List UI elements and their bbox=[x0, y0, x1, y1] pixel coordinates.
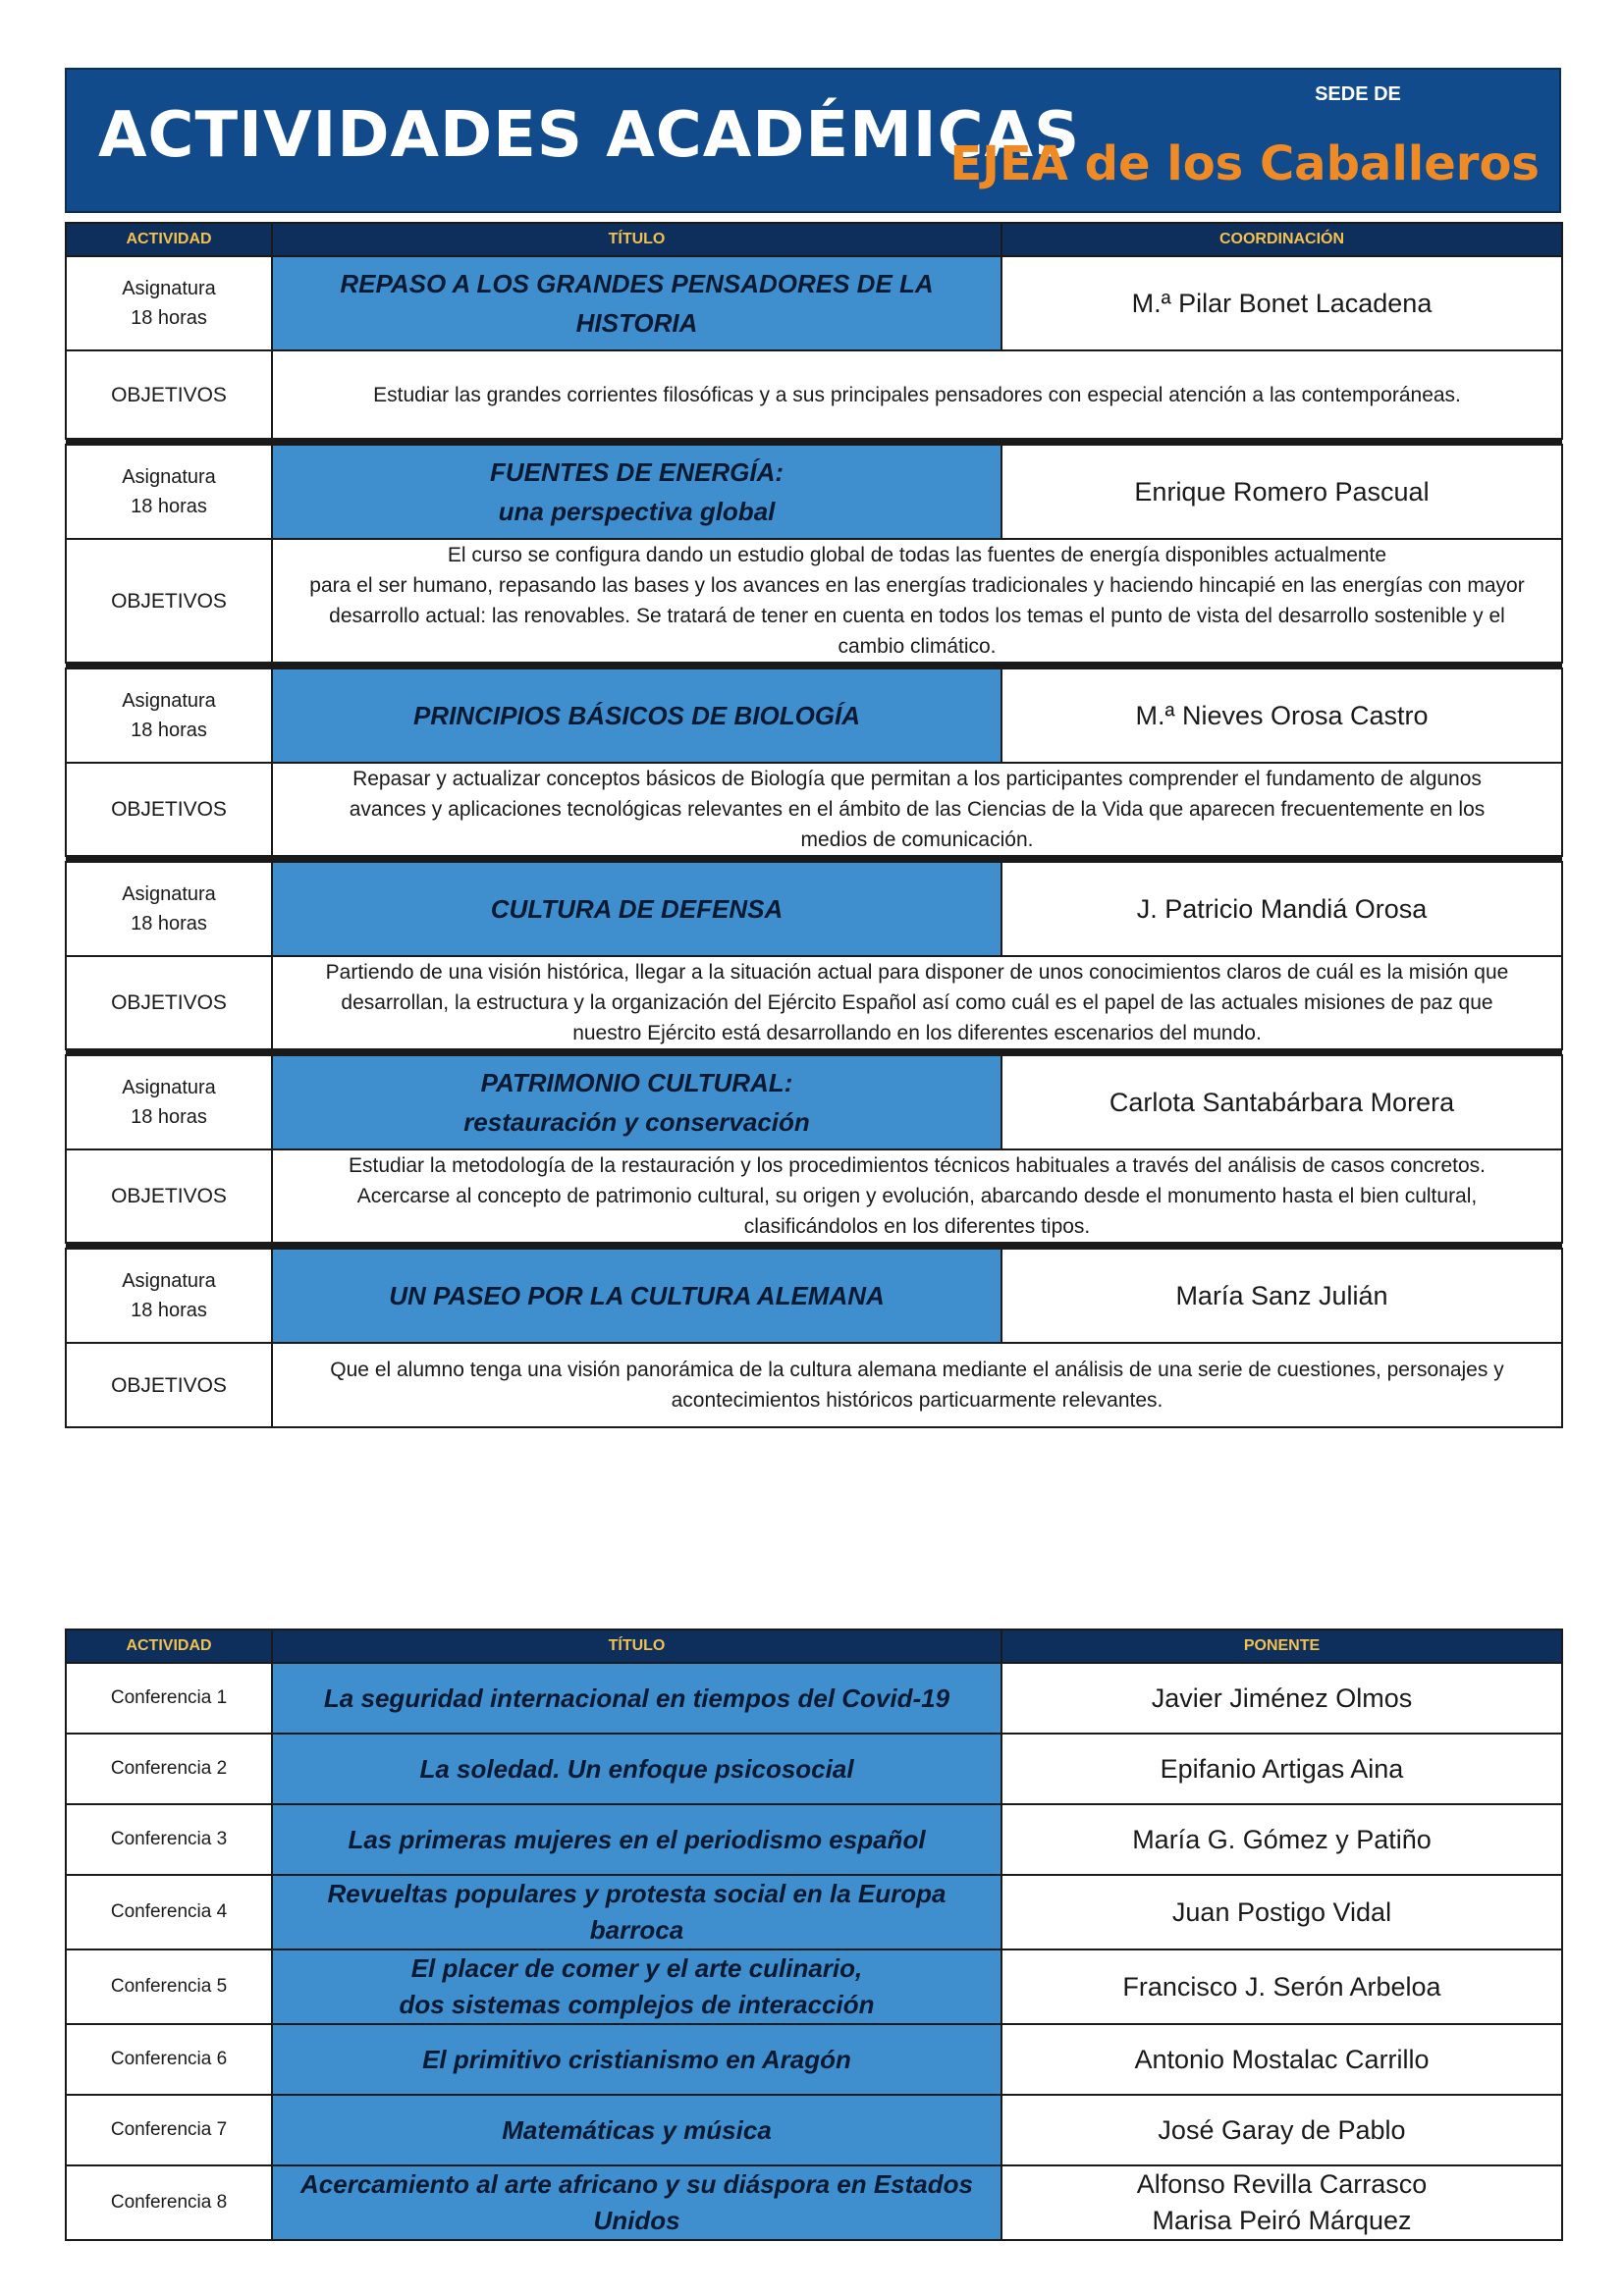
page-title: ACTIVIDADES ACADÉMICAS bbox=[98, 99, 1081, 172]
header-banner bbox=[65, 68, 1561, 213]
conference-label: Conferencia 7 bbox=[66, 2095, 272, 2165]
col-header-activity: ACTIVIDAD bbox=[66, 1629, 272, 1663]
course-row bbox=[66, 862, 1562, 956]
conferences-header-row bbox=[66, 1629, 1562, 1663]
course-row bbox=[66, 1055, 1562, 1149]
objectives-row bbox=[66, 956, 1562, 1049]
activity-cell bbox=[66, 668, 272, 763]
conference-label: Conferencia 2 bbox=[66, 1734, 272, 1804]
objectives-label: OBJETIVOS bbox=[66, 763, 272, 856]
objectives-line: para el ser humano, repasando las bases y los avances en las energías tradicionales y haciendo hincapié en las energías con mayor bbox=[309, 574, 1525, 597]
activity-type: Asignatura bbox=[122, 278, 216, 299]
objectives-line: desarrollo actual: las renovables. Se tratará de tener en cuenta en todos los temas el punto de vista del desarrollo sostenible y el bbox=[329, 605, 1505, 627]
course-title bbox=[272, 1249, 1001, 1343]
conference-title-line: Matemáticas y música bbox=[502, 2114, 772, 2145]
activity-hours: 18 horas bbox=[131, 1106, 207, 1128]
objectives-line: Repasar y actualizar conceptos básicos de Biología que permitan a los participantes comprender el fundamento de algunos bbox=[352, 768, 1482, 790]
course-coordinator: J. Patricio Mandiá Orosa bbox=[1001, 862, 1562, 956]
conference-title-line: Unidos bbox=[593, 2206, 680, 2235]
course-coordinator: Enrique Romero Pascual bbox=[1001, 445, 1562, 539]
objectives-line: nuestro Ejército está desarrollando en los diferentes escenarios del mundo. bbox=[572, 1022, 1262, 1044]
activity-type: Asignatura bbox=[122, 466, 216, 488]
conference-title-line: Las primeras mujeres en el periodismo español bbox=[348, 1824, 926, 1854]
courses-table bbox=[65, 222, 1563, 1428]
objectives-line: medios de comunicación. bbox=[800, 828, 1034, 851]
activity-type: Asignatura bbox=[122, 1077, 216, 1098]
objectives-line: Estudiar la metodología de la restauración y los procedimientos técnicos habituales a través del análisis de casos concretos. bbox=[349, 1154, 1486, 1177]
speaker-line: Antonio Mostalac Carrillo bbox=[1134, 2044, 1430, 2074]
conference-row bbox=[66, 2095, 1562, 2165]
objectives-text bbox=[272, 1149, 1562, 1243]
conference-title-line: La soledad. Un enfoque psicosocial bbox=[419, 1753, 854, 1784]
course-row bbox=[66, 668, 1562, 763]
conference-title bbox=[272, 1875, 1001, 1949]
conference-speaker bbox=[1001, 1663, 1562, 1734]
objectives-label: OBJETIVOS bbox=[66, 1343, 272, 1427]
activity-cell bbox=[66, 256, 272, 350]
course-title bbox=[272, 668, 1001, 763]
objectives-line: El curso se configura dando un estudio global de todas las fuentes de energía disponibles actualmente bbox=[447, 544, 1387, 566]
speaker-line: Alfonso Revilla Carrasco bbox=[1136, 2169, 1428, 2199]
course-coordinator: M.ª Nieves Orosa Castro bbox=[1001, 668, 1562, 763]
activity-type: Asignatura bbox=[122, 883, 216, 905]
conference-title-line: Revueltas populares y protesta social en la Europa barroca bbox=[327, 1879, 947, 1945]
objectives-row bbox=[66, 763, 1562, 856]
conference-speaker bbox=[1001, 1875, 1562, 1949]
objectives-label: OBJETIVOS bbox=[66, 1149, 272, 1243]
conference-title bbox=[272, 2165, 1001, 2240]
conference-title bbox=[272, 2095, 1001, 2165]
objectives-text bbox=[272, 763, 1562, 856]
conference-speaker bbox=[1001, 1804, 1562, 1875]
course-title-line: UN PASEO POR LA CULTURA ALEMANA bbox=[389, 1281, 885, 1310]
conference-label: Conferencia 6 bbox=[66, 2024, 272, 2095]
objectives-line: clasificándolos en los diferentes tipos. bbox=[743, 1215, 1091, 1238]
objectives-row bbox=[66, 1149, 1562, 1243]
course-row bbox=[66, 445, 1562, 539]
course-row bbox=[66, 256, 1562, 350]
course-title-line: CULTURA DE DEFENSA bbox=[490, 894, 784, 924]
objectives-row bbox=[66, 539, 1562, 663]
activity-hours: 18 horas bbox=[131, 496, 207, 517]
conference-title-line: La seguridad internacional en tiempos del Covid-19 bbox=[323, 1682, 950, 1713]
objectives-line: cambio climático. bbox=[838, 635, 997, 658]
conference-title-line: dos sistemas complejos de interacción bbox=[399, 1990, 875, 2019]
conference-row bbox=[66, 1875, 1562, 1949]
conference-speaker bbox=[1001, 1734, 1562, 1804]
conference-label: Conferencia 8 bbox=[66, 2165, 272, 2240]
objectives-row bbox=[66, 350, 1562, 439]
activity-cell bbox=[66, 1249, 272, 1343]
conference-title bbox=[272, 1734, 1001, 1804]
conference-row bbox=[66, 1804, 1562, 1875]
conference-speaker bbox=[1001, 1949, 1562, 2024]
col-header-title: TÍTULO bbox=[272, 223, 1001, 256]
speaker-line: Juan Postigo Vidal bbox=[1171, 1896, 1392, 1927]
course-title-line: PATRIMONIO CULTURAL: bbox=[480, 1068, 793, 1097]
activity-hours: 18 horas bbox=[131, 1300, 207, 1321]
conference-row bbox=[66, 2165, 1562, 2240]
objectives-label: OBJETIVOS bbox=[66, 956, 272, 1049]
col-header-coordination: COORDINACIÓN bbox=[1001, 223, 1562, 256]
course-coordinator: María Sanz Julián bbox=[1001, 1249, 1562, 1343]
activity-hours: 18 horas bbox=[131, 913, 207, 934]
objectives-line: desarrollan, la estructura y la organización del Ejército Español así como cuál es el papel de las actuales misiones de paz que bbox=[341, 991, 1493, 1014]
objectives-line: Estudiar las grandes corrientes filosóficas y a sus principales pensadores con especial atención a las contemporáneas. bbox=[373, 383, 1461, 406]
speaker-line: Francisco J. Serón Arbeloa bbox=[1122, 1971, 1441, 2002]
conference-title-line: El primitivo cristianismo en Aragón bbox=[422, 2044, 851, 2074]
activity-hours: 18 horas bbox=[131, 720, 207, 741]
objectives-text bbox=[272, 1343, 1562, 1427]
course-coordinator: M.ª Pilar Bonet Lacadena bbox=[1001, 256, 1562, 350]
objectives-text bbox=[272, 539, 1562, 663]
conference-title-line: El placer de comer y el arte culinario, bbox=[410, 1953, 863, 1983]
objectives-text bbox=[272, 350, 1562, 439]
col-header-title: TÍTULO bbox=[272, 1629, 1001, 1663]
sede-label: SEDE DE bbox=[1315, 83, 1401, 105]
conference-label: Conferencia 5 bbox=[66, 1949, 272, 2024]
conference-speaker bbox=[1001, 2095, 1562, 2165]
course-title bbox=[272, 445, 1001, 539]
conference-title-line: Acercamiento al arte africano y su diáspora en Estados bbox=[300, 2169, 973, 2199]
conference-label: Conferencia 3 bbox=[66, 1804, 272, 1875]
conference-title bbox=[272, 1949, 1001, 2024]
activity-type: Asignatura bbox=[122, 1270, 216, 1292]
col-header-speaker: PONENTE bbox=[1001, 1629, 1562, 1663]
conferences-table bbox=[65, 1629, 1563, 2241]
col-header-activity: ACTIVIDAD bbox=[66, 223, 272, 256]
course-title bbox=[272, 256, 1001, 350]
course-title-line: restauración y conservación bbox=[463, 1107, 810, 1137]
conference-title bbox=[272, 1804, 1001, 1875]
speaker-line: Epifanio Artigas Aina bbox=[1160, 1753, 1404, 1784]
course-title-line: PRINCIPIOS BÁSICOS DE BIOLOGÍA bbox=[412, 701, 861, 730]
objectives-label: OBJETIVOS bbox=[66, 350, 272, 439]
speaker-line: José Garay de Pablo bbox=[1158, 2114, 1406, 2145]
objectives-line: acontecimientos históricos particuarmente relevantes. bbox=[671, 1389, 1163, 1412]
conference-row bbox=[66, 1663, 1562, 1734]
objectives-label: OBJETIVOS bbox=[66, 539, 272, 663]
course-title bbox=[272, 1055, 1001, 1149]
speaker-line: Javier Jiménez Olmos bbox=[1151, 1682, 1413, 1713]
conference-title bbox=[272, 2024, 1001, 2095]
course-row bbox=[66, 1249, 1562, 1343]
conference-speaker bbox=[1001, 2024, 1562, 2095]
objectives-row bbox=[66, 1343, 1562, 1427]
sede-place: EJEA de los Caballeros bbox=[949, 136, 1540, 191]
conference-row bbox=[66, 1949, 1562, 2024]
course-title-line: FUENTES DE ENERGÍA: bbox=[489, 457, 784, 487]
conference-label: Conferencia 4 bbox=[66, 1875, 272, 1949]
conference-row bbox=[66, 2024, 1562, 2095]
courses-header-row bbox=[66, 223, 1562, 256]
conference-label: Conferencia 1 bbox=[66, 1663, 272, 1734]
activity-cell bbox=[66, 862, 272, 956]
activity-cell bbox=[66, 445, 272, 539]
objectives-text bbox=[272, 956, 1562, 1049]
objectives-line: Acercarse al concepto de patrimonio cultural, su origen y evolución, abarcando desde el monumento hasta el bien cultural, bbox=[356, 1185, 1478, 1207]
conference-row bbox=[66, 1734, 1562, 1804]
objectives-line: Que el alumno tenga una visión panorámica de la cultura alemana mediante el análisis de una serie de cuestiones, personajes y bbox=[330, 1359, 1504, 1381]
course-title bbox=[272, 862, 1001, 956]
course-coordinator: Carlota Santabárbara Morera bbox=[1001, 1055, 1562, 1149]
course-title-line: una perspectiva global bbox=[498, 497, 776, 526]
conference-title bbox=[272, 1663, 1001, 1734]
conference-speaker bbox=[1001, 2165, 1562, 2240]
activity-type: Asignatura bbox=[122, 690, 216, 712]
activity-cell bbox=[66, 1055, 272, 1149]
objectives-line: avances y aplicaciones tecnológicas relevantes en el ámbito de las Ciencias de la Vida que aparecen frecuentemente en los bbox=[349, 798, 1486, 821]
course-title-line: REPASO A LOS GRANDES PENSADORES DE LA HISTORIA bbox=[340, 269, 934, 338]
speaker-line: Marisa Peiró Márquez bbox=[1152, 2206, 1412, 2235]
activity-hours: 18 horas bbox=[131, 307, 207, 329]
speaker-line: María G. Gómez y Patiño bbox=[1132, 1824, 1432, 1854]
objectives-line: Partiendo de una visión histórica, llegar a la situación actual para disponer de unos conocimientos claros de cuál es la misión que bbox=[325, 961, 1509, 984]
